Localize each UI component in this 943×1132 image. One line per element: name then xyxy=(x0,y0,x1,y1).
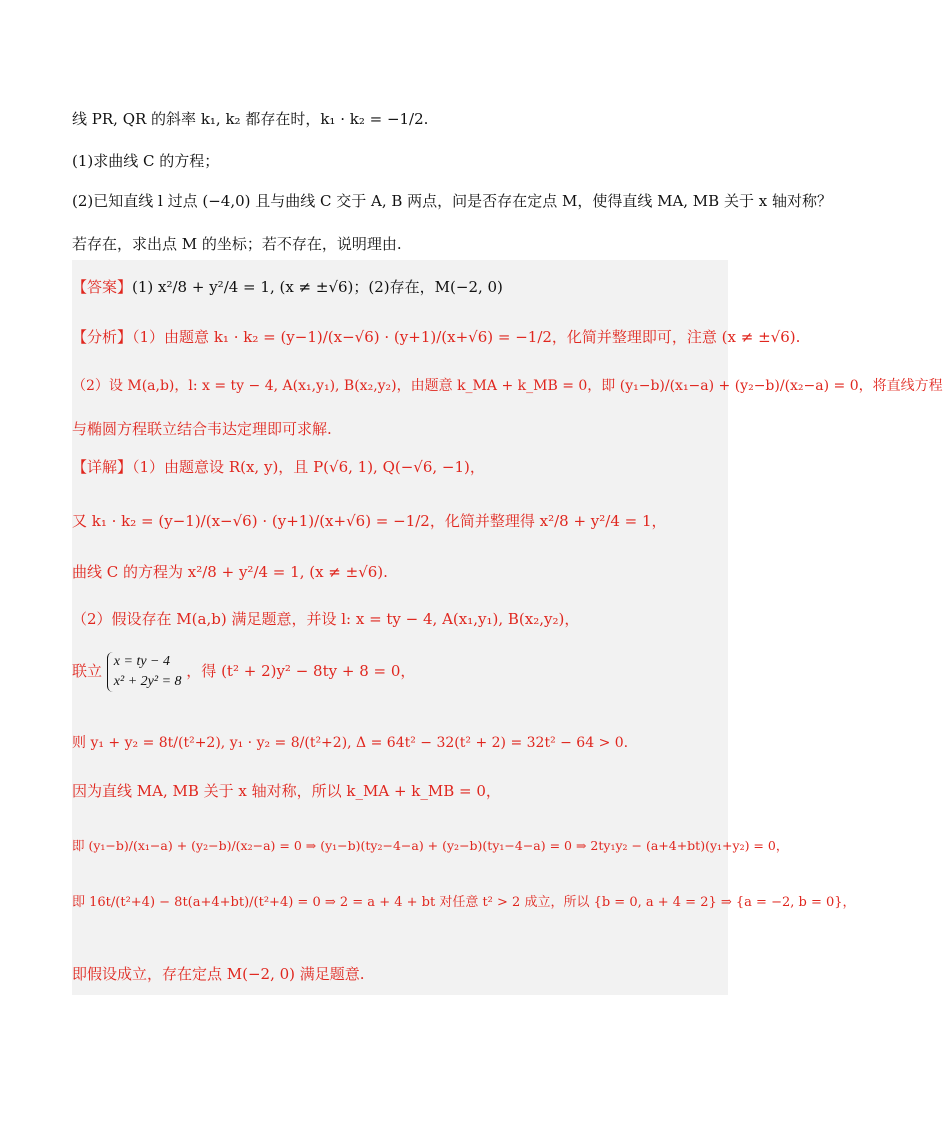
problem-q2: (2)已知直线 l 过点 (−4,0) 且与曲线 C 交于 A, B 两点，问是否存在定点 M，使得直线 MA, MB 关于 x 轴对称？ xyxy=(72,192,832,210)
answer-line xyxy=(72,278,503,296)
equation-system xyxy=(107,652,182,692)
analysis-p2-cont: 与椭圆方程联立结合韦达定理即可求解. xyxy=(72,420,332,438)
problem-q2-cont: 若存在，求出点 M 的坐标；若不存在，说明理由. xyxy=(72,235,402,253)
problem-q1: (1)求曲线 C 的方程； xyxy=(72,152,220,170)
detail-d6: 则 y₁ + y₂ = 8t/(t²+2), y₁ · y₂ = 8/(t²+2), Δ = 64t² − 32(t² + 2) = 32t² − 64 > 0. xyxy=(72,735,629,751)
problem-line1: 线 PR, QR 的斜率 k₁, k₂ 都存在时，k₁ · k₂ = −1/2. xyxy=(72,110,429,128)
detail-line1 xyxy=(72,458,485,476)
answer-text: (1) x²/8 + y²/4 = 1, (x ≠ ±√6)；(2)存在，M(−2, 0) xyxy=(132,278,503,296)
detail-d5 xyxy=(72,652,415,692)
system-eq2: x² + 2y² = 8 xyxy=(113,674,182,689)
detail-d1: （1）由题意设 R(x, y)，且 P(√6, 1), Q(−√6, −1)， xyxy=(132,458,485,476)
detail-label: 【详解】 xyxy=(72,458,133,476)
detail-d9: 即 16t/(t²+4) − 8t(a+4+bt)/(t²+4) = 0 ⇒ 2 = a + 4 + bt 对任意 t² > 2 成立，所以 {b = 0, a + 4 = 2} ⇒ {a = −2, b = 0}， xyxy=(72,895,856,910)
detail-d2: 又 k₁ · k₂ = (y−1)/(x−√6) · (y+1)/(x+√6) = −1/2，化简并整理得 x²/8 + y²/4 = 1， xyxy=(72,512,667,530)
detail-d10: 即假设成立，存在定点 M(−2, 0) 满足题意. xyxy=(72,965,365,983)
detail-d5-pre: 联立 xyxy=(72,662,103,680)
detail-d7: 因为直线 MA, MB 关于 x 轴对称，所以 k_MA + k_MB = 0， xyxy=(72,782,501,800)
detail-d8: 即 (y₁−b)/(x₁−a) + (y₂−b)/(x₂−a) = 0 ⇒ (y₁−b)(ty₂−4−a) + (y₂−b)(ty₁−4−a) = 0 ⇒ 2ty₁y₂ − (a+4+bt)(y₁+y₂) = 0， xyxy=(72,838,789,853)
detail-d3: 曲线 C 的方程为 x²/8 + y²/4 = 1, (x ≠ ±√6). xyxy=(72,563,388,581)
detail-d4: （2）假设存在 M(a,b) 满足题意，并设 l: x = ty − 4, A(x₁,y₁), B(x₂,y₂)， xyxy=(72,610,580,628)
system-eq1: x = ty − 4 xyxy=(113,654,171,669)
detail-d5-post: ，得 (t² + 2)y² − 8ty + 8 = 0， xyxy=(186,662,416,680)
analysis-line1 xyxy=(72,328,800,346)
analysis-p2: （2）设 M(a,b)，l: x = ty − 4, A(x₁,y₁), B(x₂,y₂)，由题意 k_MA + k_MB = 0，即 (y₁−b)/(x₁−a) + (y₂−b)/(x₂−a) = 0，将直线方程 xyxy=(72,378,943,394)
analysis-p1: （1）由题意 k₁ · k₂ = (y−1)/(x−√6) · (y+1)/(x+√6) = −1/2，化简并整理即可，注意 (x ≠ ±√6). xyxy=(132,328,801,346)
analysis-label: 【分析】 xyxy=(72,328,133,346)
answer-label: 【答案】 xyxy=(72,278,133,296)
